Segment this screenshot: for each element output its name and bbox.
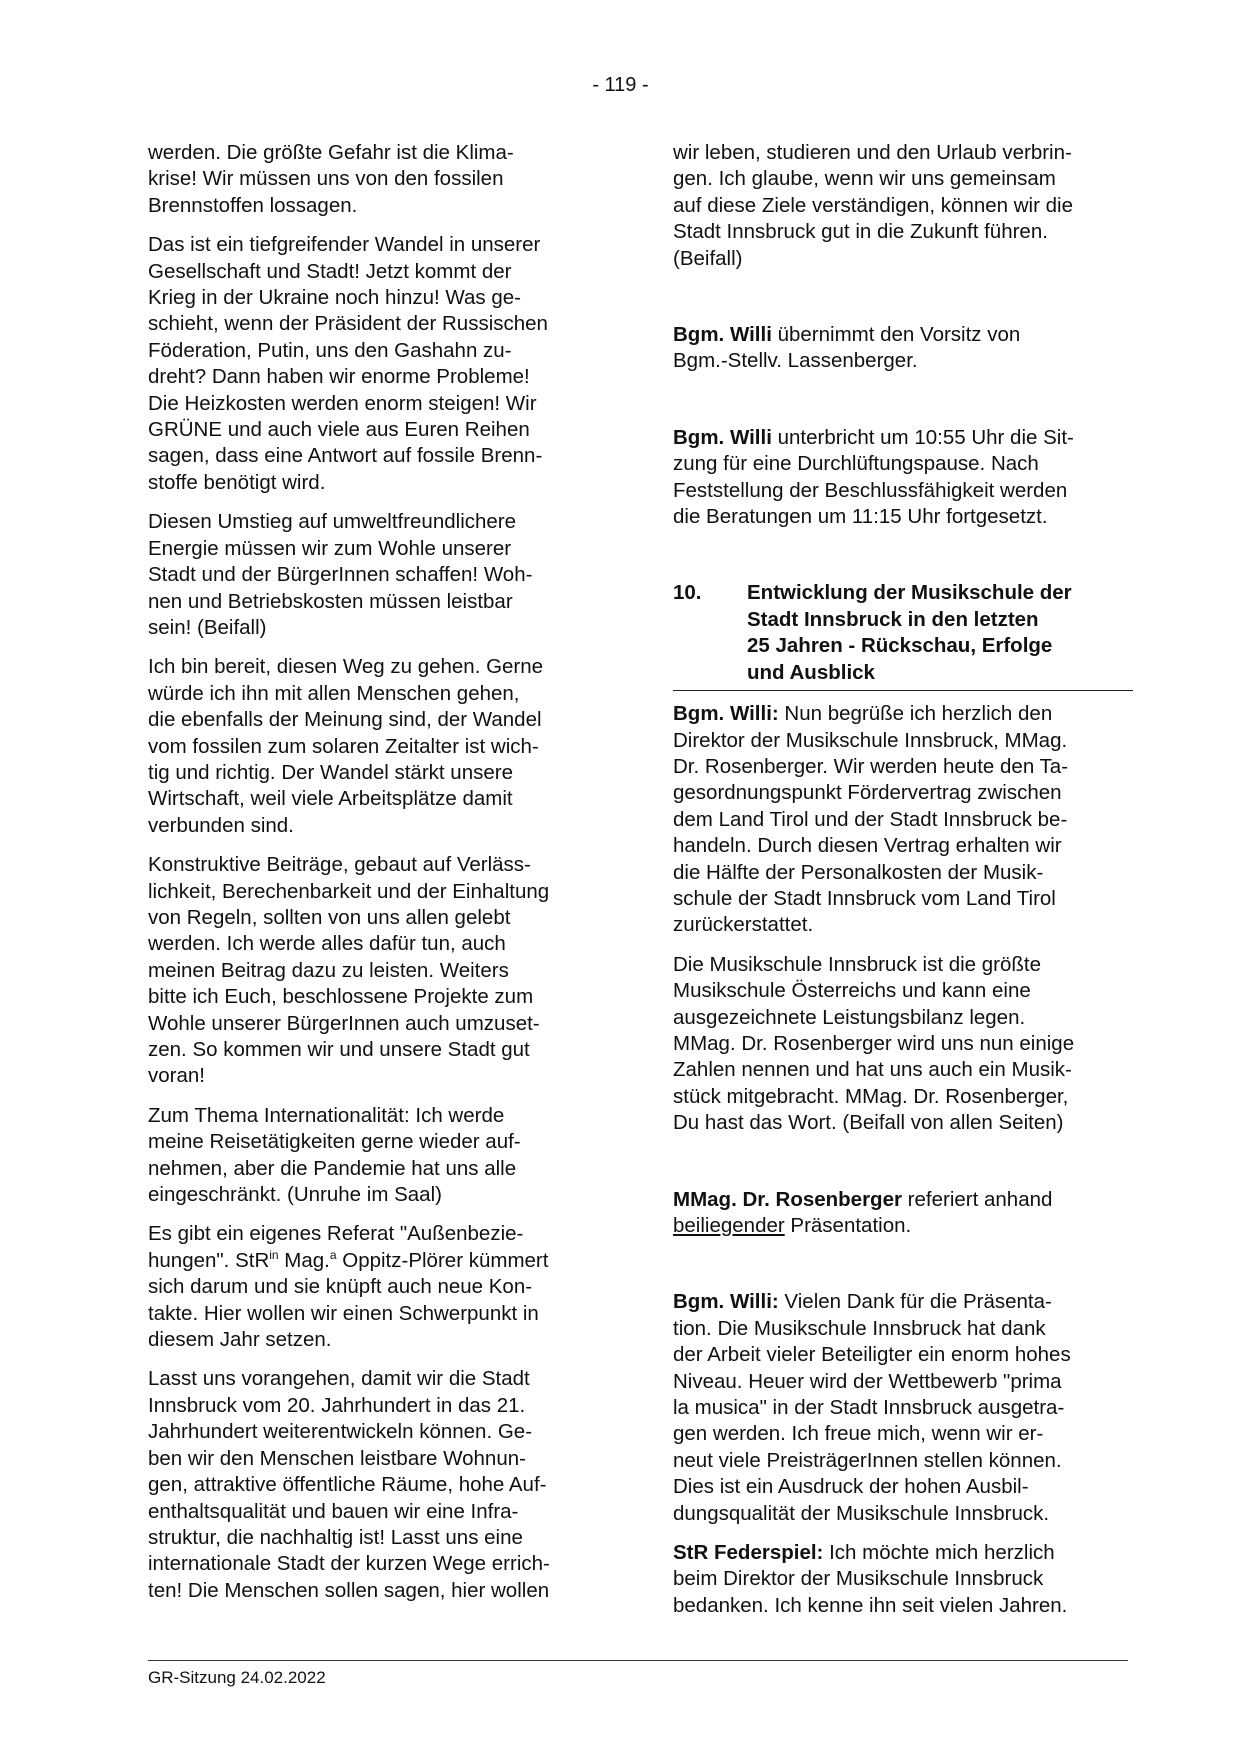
text-span: Nun begrüße ich herzlich den Direktor der Musikschule Innsbruck, MMag. Dr. Rosenberger. Wir werden heute den Ta- gesordnungspunkt Fördervertrag zwischen dem Land Tirol und der Stadt Innsbruck be- handeln. Durch diesen Vertrag erhalten wir die Hälfte der Personalkosten der Musik- schule der Stadt Innsbruck vom Land Tirol zurückerstattet. <box>673 702 1069 937</box>
paragraph: Die Musikschule Innsbruck ist die größte Musikschule Österreichs und kann eine ausgezeichnete Leistungsbilanz legen. MMag. Dr. Rosenberger wird uns nun einige Zahlen nennen und hat uns auch ein Musik- stück mitgebracht. MMag. Dr. Rosenberger, Du hast das Wort. (Beifall von allen Seiten) <box>673 952 1075 1135</box>
paragraph <box>148 1221 602 1353</box>
paragraph: werden. Die größte Gefahr ist die Klima- krise! Wir müssen uns von den fossilen Brennstoffen lossagen. <box>148 141 514 217</box>
paragraph <box>673 701 1133 939</box>
paragraph: Ich bin bereit, diesen Weg zu gehen. Gerne würde ich ihn mit allen Menschen gehen, die ebenfalls der Meinung sind, der Wandel vom fossilen zum solaren Zeitalter ist wich- tig und richtig. Der Wandel stärkt unsere Wirtschaft, weil viele Arbeitsplätze damit verbunden sind. <box>148 655 544 837</box>
paragraph <box>673 425 1133 531</box>
text-span: Es gibt ein eigenes Referat "Außenbezie- hungen". StR <box>148 1222 524 1272</box>
agenda-item-heading <box>673 580 1133 691</box>
paragraph <box>673 1540 1133 1619</box>
page-number: - 119 - <box>592 74 649 96</box>
paragraph: Zum Thema Internationalität: Ich werde meine Reisetätigkeiten gerne wieder auf- nehmen, aber die Pandemie hat uns alle eingeschränkt. (Unruhe im Saal) <box>148 1103 521 1207</box>
paragraph <box>673 1289 1133 1527</box>
paragraph <box>673 322 1133 375</box>
text-span: Vielen Dank für die Präsenta- tion. Die Musikschule Innsbruck hat dank der Arbeit vieler Beteiligter ein enorm hohes Niveau. Heuer wird der Wettbewerb "prima la musica" in der Stadt Innsbruck ausgetra- gen werden. Ich freue mich, wenn wir er- neut viele PreisträgerInnen stellen können. Dies ist ein Ausdruck der hohen Ausbil- dungsqualität der Musikschule Innsbruck. <box>673 1290 1071 1525</box>
text-span: Mag. <box>278 1248 330 1272</box>
paragraph <box>673 1187 1133 1240</box>
right-column <box>673 140 1133 1632</box>
paragraph: Das ist ein tiefgreifender Wandel in unserer Gesellschaft und Stadt! Jetzt kommt der Krieg in der Ukraine noch hinzu! Was ge- schieht, wenn der Präsident der Russischen Föderation, Putin, uns den Gashahn zu- dreht? Dann haben wir enorme Probleme! Die Heizkosten werden enorm steigen! Wir GRÜNE und auch viele aus Euren Reihen sagen, dass eine Antwort auf fossile Brenn- stoffe benötigt wird. <box>148 233 548 494</box>
speaker-name: StR Federspiel: <box>673 1541 824 1565</box>
text-span: unterbricht um 10:55 Uhr die Sit- zung für eine Durchlüftungspause. Nach Feststellung der Beschlussfähigkeit werden die Beratungen um 11:15 Uhr fortgesetzt. <box>673 425 1074 529</box>
paragraph: Konstruktive Beiträge, gebaut auf Verläss- lichkeit, Berechenbarkeit und der Einhaltung von Regeln, sollten von uns allen gelebt werden. Ich werde alles dafür tun, auch meinen Beitrag dazu zu leisten. Weiters bitte ich Euch, beschlossene Projekte zum Wohle unserer BürgerInnen auch umzuset- zen. So kommen wir und unsere Stadt gut voran! <box>148 853 550 1088</box>
text-span: referiert anhand <box>907 1187 1053 1211</box>
footer-divider <box>148 1660 1128 1661</box>
superscript: in <box>269 1248 279 1263</box>
paragraph: wir leben, studieren und den Urlaub verbrin- gen. Ich glaube, wenn wir uns gemeinsam auf diese Ziele verständigen, können wir die Stadt Innsbruck gut in die Zukunft führen. (Beifall) <box>673 141 1073 270</box>
text-span: übernimmt den Vorsitz von Bgm.-Stellv. Lassenberger. <box>673 323 1021 373</box>
agenda-title: Entwicklung der Musikschule der Stadt Innsbruck in den letzten 25 Jahren - Rückschau, Erfolge und Ausblick <box>747 581 1072 684</box>
text-span: Ich möchte mich herzlich beim Direktor der Musikschule Innsbruck bedanken. Ich kenne ihn seit vielen Jahren. <box>673 1541 1068 1617</box>
speaker-name: Bgm. Willi <box>673 425 772 449</box>
left-column <box>148 140 602 1617</box>
speaker-name: Bgm. Willi <box>673 323 772 347</box>
paragraph: Diesen Umstieg auf umweltfreundlichere Energie müssen wir zum Wohle unserer Stadt und der BürgerInnen schaffen! Woh- nen und Betriebskosten müssen leistbar sein! (Beifall) <box>148 510 533 639</box>
superscript: a <box>329 1248 337 1263</box>
attachment-reference: beiliegender <box>673 1214 785 1237</box>
agenda-number: 10. <box>673 581 702 605</box>
text-span: Oppitz-Plörer kümmert sich darum und sie knüpft auch neue Kon- takte. Hier wollen wir einen Schwerpunkt in diesem Jahr setzen. <box>148 1248 549 1352</box>
text-span: Präsentation. <box>784 1214 912 1237</box>
footer-text: GR-Sitzung 24.02.2022 <box>148 1668 326 1687</box>
speaker-name: MMag. Dr. Rosenberger <box>673 1187 902 1211</box>
speaker-name: Bgm. Willi: <box>673 1290 779 1314</box>
speaker-name: Bgm. Willi: <box>673 702 779 726</box>
paragraph: Lasst uns vorangehen, damit wir die Stadt Innsbruck vom 20. Jahrhundert in das 21. Jahrhundert weiterentwickeln können. Ge- ben wir den Menschen leistbare Wohnun- gen, attraktive öffentliche Räume, hohe Auf- enthaltsqualität und bauen wir eine Infra- struktur, die nachhaltig ist! Lasst uns eine internationale Stadt der kurzen Wege errich- ten! Die Menschen sollen sagen, hier wollen <box>148 1367 550 1602</box>
